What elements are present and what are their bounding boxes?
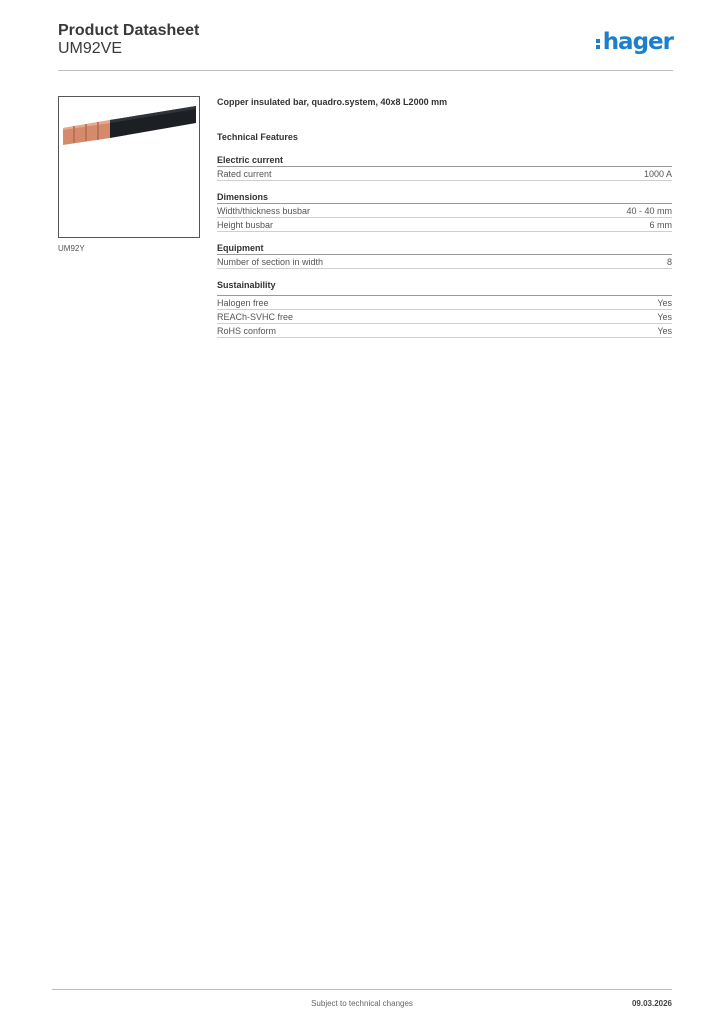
busbar-illustration [59, 97, 199, 237]
table-row [217, 204, 672, 218]
section-title: Sustainability [217, 279, 672, 296]
row-value: 1000 A [643, 169, 672, 179]
row-label: REACh-SVHC free [217, 312, 294, 322]
technical-features-heading: Technical Features [217, 132, 298, 142]
row-label: Height busbar [217, 220, 274, 230]
product-code: UM92VE [58, 40, 123, 57]
row-label: Number of section in width [217, 257, 324, 267]
section-equipment [217, 242, 672, 269]
row-value: 8 [666, 257, 672, 267]
logo-wordmark: hager [602, 29, 673, 55]
section-sustainability [217, 279, 672, 338]
table-row [217, 167, 672, 181]
row-label: Rated current [217, 169, 272, 179]
footer-date: 09.03.2026 [631, 999, 672, 1008]
table-row [217, 310, 672, 324]
row-label: Halogen free [217, 298, 269, 308]
product-image [58, 96, 200, 238]
product-description: Copper insulated bar, quadro.system, 40x8 L2000 mm [217, 97, 448, 107]
table-row [217, 324, 672, 338]
row-value: 6 mm [649, 220, 672, 230]
logo-dots-icon [596, 38, 600, 50]
image-caption: UM92Y [58, 244, 85, 253]
page-footer [52, 989, 672, 1008]
datasheet-content [217, 95, 672, 338]
table-row [217, 296, 672, 310]
table-row [217, 218, 672, 232]
section-dimensions [217, 191, 672, 232]
section-electric-current [217, 154, 672, 181]
section-title: Electric current [217, 154, 672, 167]
row-value: Yes [657, 298, 672, 308]
footer-note: Subject to technical changes [311, 999, 413, 1008]
row-label: RoHS conform [217, 326, 277, 336]
table-row [217, 255, 672, 269]
hager-logo [596, 27, 673, 57]
row-value: Yes [657, 312, 672, 322]
row-label: Width/thickness busbar [217, 206, 311, 216]
section-title: Equipment [217, 242, 672, 255]
section-title: Dimensions [217, 191, 672, 204]
document-title: Product Datasheet [58, 22, 200, 39]
row-value: Yes [657, 326, 672, 336]
page-header [58, 20, 673, 71]
row-value: 40 - 40 mm [626, 206, 672, 216]
